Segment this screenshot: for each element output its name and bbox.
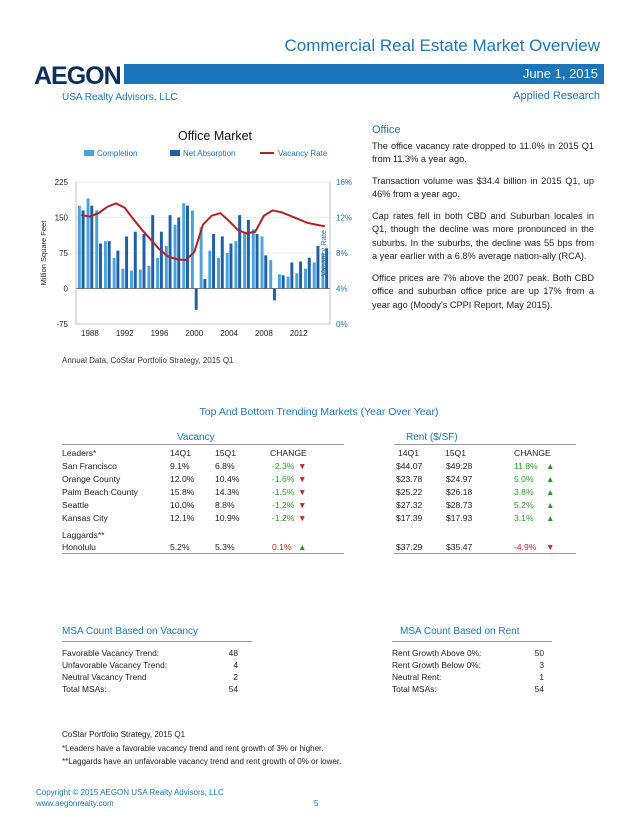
rent-change: 3.1% (514, 513, 534, 523)
x-tick-label: 1992 (115, 329, 134, 338)
market-name: Palm Beach County (62, 487, 138, 497)
net-absorption-bar (143, 234, 146, 288)
net-absorption-bar (229, 244, 232, 289)
net-absorption-bar (177, 218, 180, 289)
y-tick-label: 75 (59, 249, 68, 258)
completion-bar (234, 241, 237, 288)
vacancy-change: -1.2% (272, 513, 295, 523)
msa-label: Neutral Vacancy Trend (62, 672, 147, 682)
msa-value: 54 (534, 684, 544, 694)
up-arrow-icon: ▲ (546, 474, 555, 484)
y2-tick-label: 4% (336, 284, 348, 294)
net-absorption-bar (125, 236, 128, 288)
msa-vacancy-row (62, 660, 242, 672)
completion-bar (295, 273, 298, 288)
report-date: June 1, 2015 (522, 66, 598, 81)
net-absorption-bar (99, 244, 102, 289)
msa-label: Rent Growth Above 0%: (392, 648, 482, 658)
rent-change: 5.0% (514, 474, 534, 484)
office-market-chart (40, 122, 360, 362)
vacancy-15q1: 14.3% (215, 487, 240, 497)
x-tick-label: 1988 (81, 329, 99, 338)
leaders-label: Leaders* (62, 448, 97, 458)
vacancy-15q1: 10.4% (215, 474, 240, 484)
rent-change: 5.2% (514, 500, 534, 510)
rent-15q1: $24.97 (446, 474, 473, 484)
msa-vacancy-divider (62, 641, 252, 642)
table-header-row (0, 448, 638, 460)
msa-value: 4 (233, 660, 238, 670)
chart-axes (39, 178, 352, 338)
completion-bar (252, 229, 255, 288)
vacancy-15q1: 8.8% (215, 500, 235, 510)
market-name: Honolulu (62, 542, 96, 552)
msa-label: Total MSAs: (62, 684, 107, 694)
completion-bar (87, 199, 90, 289)
vacancy-15q1: 5.3% (215, 542, 235, 552)
vacancy-change: -1.2% (272, 500, 295, 510)
x-tick-label: 2000 (185, 329, 204, 338)
market-row (0, 513, 638, 525)
rent-14q1: $17.39 (396, 513, 423, 523)
net-absorption-bar (247, 220, 250, 289)
down-arrow-icon: ▼ (298, 474, 307, 484)
aegon-logo: AEGON (34, 62, 121, 90)
rent-14q1: $23.78 (396, 474, 423, 484)
footnote-laggards: **Laggards have an unfavorable vacancy trend and rent growth of 0% or lower. (62, 757, 342, 766)
page-title: Commercial Real Estate Market Overview (284, 36, 600, 55)
completion-bar (287, 277, 290, 289)
net-absorption-bar (90, 206, 93, 289)
msa-label: Neutral Rent: (392, 672, 442, 682)
net-absorption-bar (186, 206, 189, 289)
msa-rent-row (392, 648, 544, 660)
office-paragraph: Office prices are 7% above the 2007 peak. Both CBD office and suburban office price are up 17% from a year ago (Moody's CPPI Report, May 2015). (372, 272, 594, 310)
x-tick-label: 2008 (254, 329, 273, 338)
chart-title: Office Market (177, 129, 253, 143)
market-name: Orange County (62, 474, 121, 484)
completion-bar (95, 210, 98, 288)
y2-axis-label: Vacancy Rate (319, 229, 328, 277)
x-tick-label: 2004 (220, 329, 238, 338)
section-name: Applied Research (513, 90, 600, 102)
completion-bar (121, 269, 124, 289)
down-arrow-icon: ▼ (298, 487, 307, 497)
vacancy-change: -1.5% (272, 487, 295, 497)
msa-label: Total MSAs: (392, 684, 437, 694)
rent-15q1: $35.47 (446, 542, 473, 552)
market-row (0, 500, 638, 512)
market-name: Kansas City (62, 513, 108, 523)
completion-bar (139, 270, 142, 289)
rent-change: -4.9% (514, 542, 537, 552)
completion-bar (243, 232, 246, 289)
completion-bar (208, 251, 211, 289)
net-absorption-bar (169, 215, 172, 288)
y-axis-label: Million Square Feet (39, 220, 48, 286)
rent-14q1: $37.29 (396, 542, 423, 552)
vacancy-14q1: 10.0% (170, 500, 195, 510)
market-name: San Francisco (62, 461, 117, 471)
net-absorption-bar (299, 262, 302, 289)
market-row (0, 487, 638, 499)
office-paragraph: The office vacancy rate dropped to 11.0% in 2015 Q1 from 11.3% a year ago. (372, 140, 594, 164)
rent-15q1: $26.18 (446, 487, 473, 497)
vacancy-14q1: 15.8% (170, 487, 195, 497)
msa-value: 54 (228, 684, 238, 694)
net-absorption-bar (108, 241, 111, 288)
vacancy-bottom-divider (62, 553, 344, 554)
rent-divider (394, 444, 576, 445)
msa-value: 50 (534, 648, 544, 658)
completion-bar (147, 266, 150, 289)
up-arrow-icon: ▲ (298, 542, 307, 552)
down-arrow-icon: ▼ (298, 513, 307, 523)
up-arrow-icon: ▲ (546, 487, 555, 497)
completion-bar (174, 225, 177, 289)
legend-label: Vacancy Rate (278, 149, 328, 158)
x-tick-label: 2012 (289, 329, 308, 338)
down-arrow-icon: ▼ (298, 500, 307, 510)
msa-rent-row (392, 660, 544, 672)
col-rent-change: CHANGE (514, 448, 551, 458)
y2-tick-label: 8% (336, 249, 348, 258)
completion-bar (269, 260, 272, 288)
footnote-source: CoStar Portfolio Strategy, 2015 Q1 (62, 730, 186, 739)
vacancy-14q1: 5.2% (170, 542, 190, 552)
completion-bar (130, 271, 133, 289)
completion-bar (182, 203, 185, 288)
net-absorption-bar (290, 262, 293, 288)
msa-label: Unfavorable Vacancy Trend: (62, 660, 168, 670)
msa-rent-row (392, 684, 544, 696)
legend-label: Net Absorption (183, 149, 236, 158)
vacancy-change: -2.3% (272, 461, 295, 471)
msa-value: 3 (539, 660, 544, 670)
chart-legend (84, 149, 328, 158)
office-heading: Office (372, 124, 401, 136)
date-bar (120, 64, 604, 84)
col-rent-15q1: 15Q1 (445, 448, 467, 458)
org-name: USA Realty Advisors, LLC (62, 92, 178, 103)
trending-title: Top And Bottom Trending Markets (Year Over Year) (199, 406, 439, 418)
msa-label: Favorable Vacancy Trend: (62, 648, 160, 658)
msa-rent-divider (392, 641, 552, 642)
net-absorption-bar (160, 232, 163, 289)
net-absorption-bar (203, 279, 206, 288)
website-link[interactable]: www.aegonrealty.com (36, 799, 114, 808)
legend-swatch (170, 150, 180, 156)
msa-rent-title: MSA Count Based on Rent (400, 626, 520, 637)
net-absorption-bar (212, 234, 215, 288)
rent-14q1: $27.32 (396, 500, 423, 510)
y-tick-label: -75 (56, 320, 68, 329)
completion-bar (78, 206, 81, 289)
footnote-leaders: *Leaders have a favorable vacancy trend and rent growth of 3% or higher. (62, 744, 324, 753)
rent-15q1: $17.93 (446, 513, 473, 523)
copyright: Copyright © 2015 AEGON USA Realty Advisors, LLC (36, 788, 224, 797)
vacancy-15q1: 6.8% (215, 461, 235, 471)
net-absorption-bar (221, 236, 224, 288)
msa-label: Rent Growth Below 0%: (392, 660, 481, 670)
office-paragraph: Cap rates fell in both CBD and Suburban locales in Q1, though the decline was more pronounced in the suburbs. In the suburbs, the decline was 55 bps from a year earlier with a 6.8% average nation-ally (RCA). (372, 210, 594, 261)
legend-label: Completion (97, 149, 138, 158)
vacancy-heading: Vacancy (177, 432, 215, 443)
net-absorption-bar (195, 289, 198, 310)
chart-source: Annual Data, CoStar Portfolio Strategy, 2015 Q1 (62, 356, 234, 365)
msa-vacancy-row (62, 672, 242, 684)
y2-tick-label: 0% (336, 320, 348, 329)
completion-bar (313, 262, 316, 288)
completion-bar (104, 241, 107, 288)
rent-15q1: $28.73 (446, 500, 473, 510)
rent-14q1: $25.22 (396, 487, 423, 497)
market-name: Seattle (62, 500, 89, 510)
office-commentary (372, 124, 594, 320)
net-absorption-bar (238, 215, 241, 288)
col-vac-14q1: 14Q1 (170, 448, 192, 458)
msa-vacancy-row (62, 684, 242, 696)
up-arrow-icon: ▲ (546, 513, 555, 523)
y-tick-label: 0 (63, 284, 68, 294)
completion-bar (261, 236, 264, 288)
col-vac-15q1: 15Q1 (215, 448, 237, 458)
rent-heading: Rent ($/SF) (406, 432, 458, 443)
up-arrow-icon: ▲ (546, 461, 555, 471)
market-row (0, 474, 638, 486)
completion-bar (113, 258, 116, 289)
net-absorption-bar (282, 275, 285, 288)
msa-vacancy-row (62, 648, 242, 660)
rent-14q1: $44.07 (396, 461, 423, 471)
completion-bar (304, 269, 307, 289)
net-absorption-bar (82, 210, 85, 288)
net-absorption-bar (273, 289, 276, 301)
up-arrow-icon: ▲ (546, 500, 555, 510)
net-absorption-bar (256, 234, 259, 288)
rent-change: 3.8% (514, 487, 534, 497)
market-row (0, 461, 638, 473)
vacancy-change: 0.1% (272, 542, 292, 552)
net-absorption-bar (134, 232, 137, 289)
vacancy-14q1: 12.0% (170, 474, 195, 484)
rent-bottom-divider (394, 553, 576, 554)
legend-swatch (84, 150, 94, 156)
y-tick-label: 225 (54, 178, 68, 187)
completion-bar (165, 246, 168, 289)
col-vac-change: CHANGE (270, 448, 307, 458)
vacancy-divider (62, 444, 344, 445)
rent-change: 11.8% (514, 461, 538, 471)
x-tick-label: 1996 (150, 329, 169, 338)
net-absorption-bar (151, 215, 154, 288)
msa-rent-row (392, 672, 544, 684)
msa-value: 2 (233, 672, 238, 682)
completion-bar (217, 258, 220, 289)
rent-15q1: $49.28 (446, 461, 473, 471)
completion-bar (226, 253, 229, 289)
msa-vacancy-title: MSA Count Based on Vacancy (62, 626, 199, 637)
completion-bar (191, 210, 194, 288)
page-number: 5 (314, 799, 319, 808)
net-absorption-bar (308, 258, 311, 289)
completion-bar (156, 258, 159, 289)
msa-value: 1 (539, 672, 544, 682)
y-tick-label: 150 (54, 213, 68, 223)
office-paragraph: Transaction volume was $34.4 billion in 2015 Q1, up 46% from a year ago. (372, 175, 594, 199)
msa-value: 48 (228, 648, 238, 658)
completion-bar (278, 274, 281, 288)
vacancy-15q1: 10.9% (215, 513, 240, 523)
down-arrow-icon: ▼ (546, 542, 555, 552)
vacancy-14q1: 12.1% (170, 513, 195, 523)
y2-tick-label: 16% (336, 178, 353, 187)
net-absorption-bar (264, 255, 267, 288)
down-arrow-icon: ▼ (298, 461, 307, 471)
vacancy-change: -1.6% (272, 474, 295, 484)
vacancy-14q1: 9.1% (170, 461, 190, 471)
col-rent-14q1: 14Q1 (398, 448, 420, 458)
y2-tick-label: 12% (336, 213, 353, 223)
net-absorption-bar (116, 251, 119, 289)
